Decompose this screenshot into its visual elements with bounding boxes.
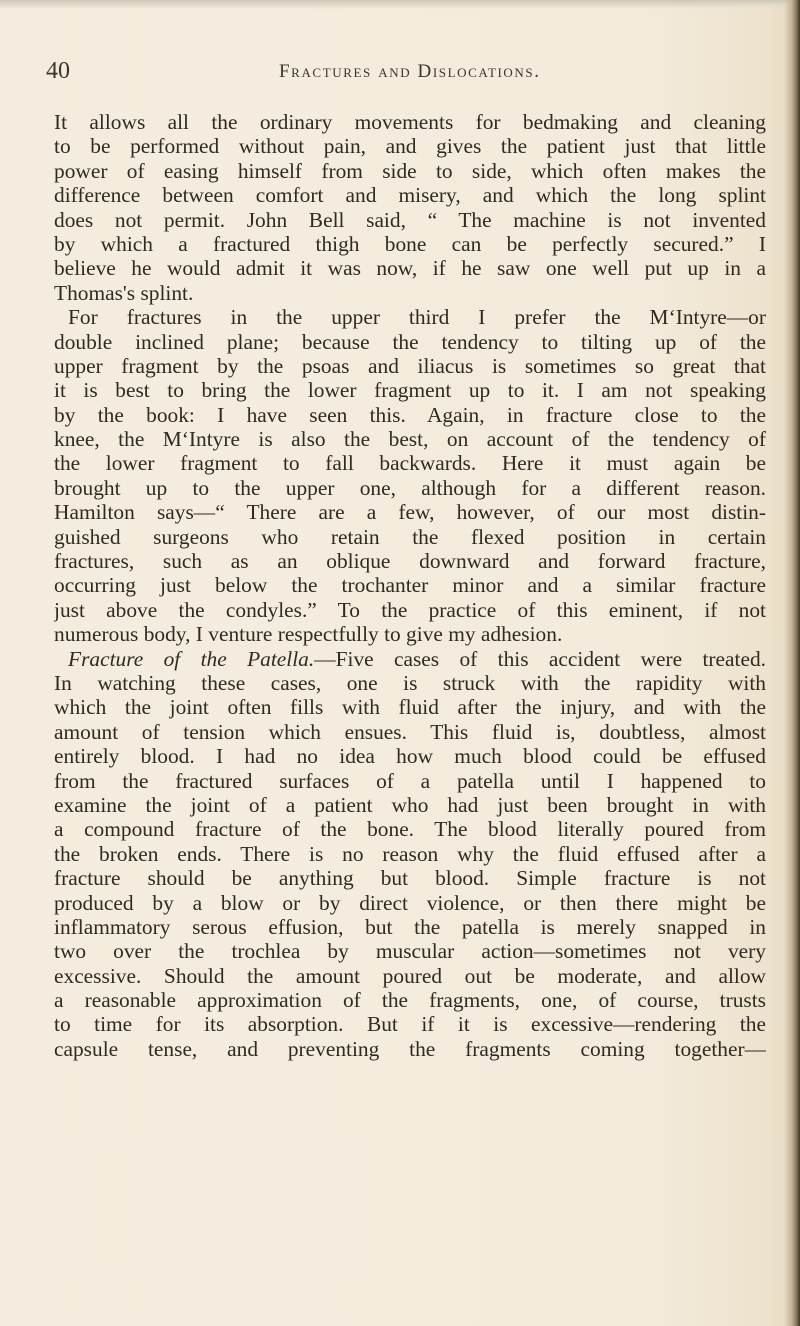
text-line: inflammatory serous effusion, but the patella is merely snapped in [54,914,766,939]
text-line: does not permit. John Bell said, “ The machine is not invented [54,207,766,232]
text-line: In watching these cases, one is struck with the rapidity with [54,670,766,695]
text-line: the lower fragment to fall backwards. Here it must again be [54,451,766,476]
page-number: 40 [46,58,70,84]
section-heading-continuation: —Five cases of this accident were treated. [314,646,766,671]
text-line: fracture should be anything but blood. Simple fracture is not [54,866,766,891]
text-line: entirely blood. I had no idea how much blood could be effused [54,744,766,769]
page-edge-shadow [784,0,800,1326]
text-line: fractures, such as an oblique downward and forward fracture, [54,549,766,574]
text-line: guished surgeons who retain the flexed position in certain [54,524,766,549]
text-line: examine the joint of a patient who had just been brought in with [54,792,766,817]
text-line: a reasonable approximation of the fragments, one, of course, trusts [54,988,766,1013]
top-edge-rule [0,0,800,9]
text-line: two over the trochlea by muscular action—sometimes not very [54,939,766,964]
text-line: it is best to bring the lower fragment up to it. I am not speaking [54,378,766,403]
text-line: capsule tense, and preventing the fragments coming together— [54,1036,766,1061]
text-line: believe he would admit it was now, if he saw one well put up in a [54,256,766,281]
text-line: power of easing himself from side to side, which often makes the [54,158,766,183]
text-line: a compound fracture of the bone. The blood literally poured from [54,817,766,842]
page-header [46,58,766,94]
text-line: excessive. Should the amount poured out be moderate, and allow [54,963,766,988]
text-line: Thomas's splint. [54,280,194,305]
text-line: which the joint often fills with fluid after the injury, and with the [54,695,766,720]
text-line: the broken ends. There is no reason why the fluid effused after a [54,841,766,866]
text-line: difference between comfort and misery, and which the long splint [54,183,766,208]
text-line: by which a fractured thigh bone can be perfectly secured.” I [54,231,766,256]
section-heading: Fracture of the Patella. [68,646,315,671]
body-text [54,110,766,1061]
text-line: brought up to the upper one, although for a different reason. [54,475,766,500]
text-line: amount of tension which ensues. This fluid is, doubtless, almost [54,719,766,744]
text-line: It allows all the ordinary movements for bedmaking and cleaning [54,110,766,134]
text-line: from the fractured surfaces of a patella until I happened to [54,768,766,793]
text-line: numerous body, I venture respectfully to give my adhesion. [54,622,563,647]
text-line: to be performed without pain, and gives the patient just that little [54,134,766,159]
text-line: to time for its absorption. But if it is excessive—rendering the [54,1012,766,1037]
text-line: double inclined plane; because the tendency to tilting up of the [54,329,766,354]
text-line: occurring just below the trochanter minor and a similar fracture [54,573,766,598]
text-line: For fractures in the upper third I prefer the M‘Intyre—or [68,305,766,330]
text-line: produced by a blow or by direct violence, or then there might be [54,890,766,915]
text-line: Hamilton says—“ There are a few, however, of our most distin- [54,500,766,525]
text-line: knee, the M‘Intyre is also the best, on account of the tendency of [54,427,766,452]
text-line [54,647,766,671]
text-line: just above the condyles.” To the practice of this eminent, if not [54,597,766,622]
text-line: upper fragment by the psoas and iliacus is sometimes so great that [54,353,766,378]
text-line: by the book: I have seen this. Again, in fracture close to the [54,402,766,427]
running-title: Fractures and Dislocations. [279,61,541,82]
